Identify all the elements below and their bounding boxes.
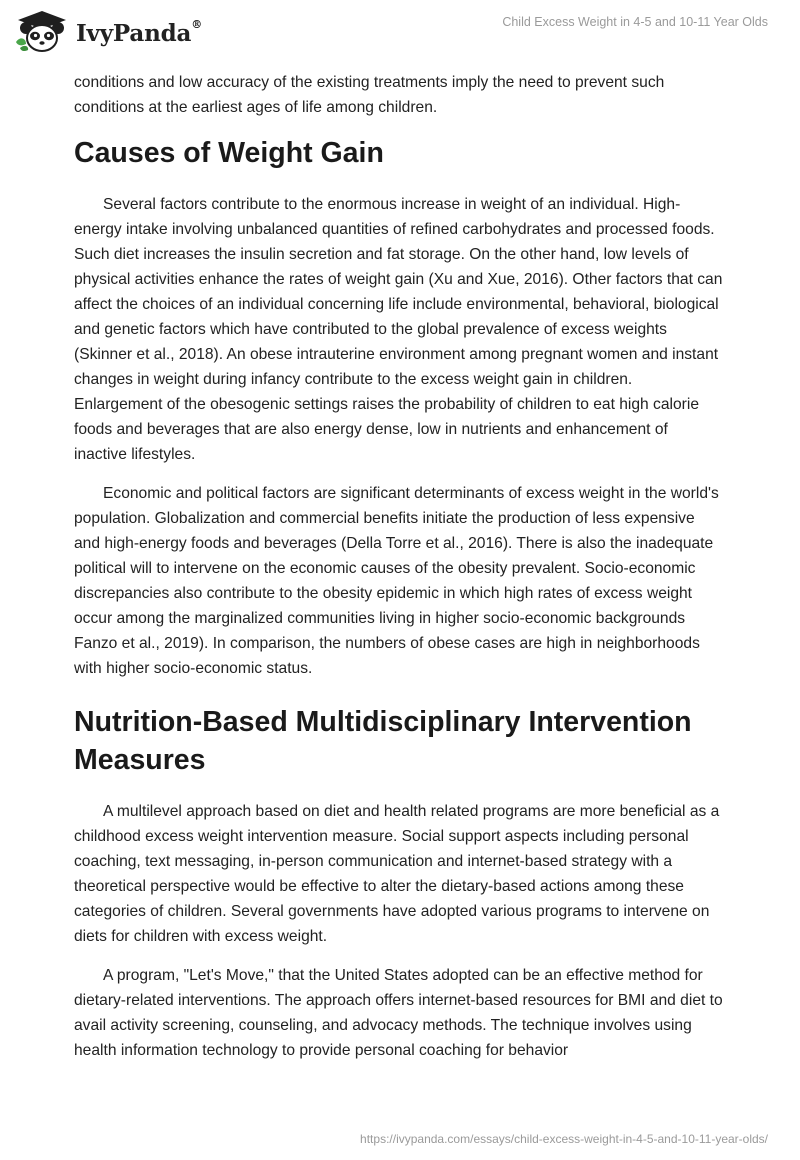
running-title: Child Excess Weight in 4-5 and 10-11 Year Olds	[502, 15, 768, 29]
paragraph: Economic and political factors are significant determinants of excess weight in the world's population. Globalization and commercial benefits initiate the production of less expensive and high-energy foods and beverages (Della Torre et al., 2016). There is also the inadequate political will to intervene on the economic causes of the obesity prevalent. Socio-economic discrepancies also contribute to the obesity epidemic in which high rates of excess weight occur among the marginalized communities living in higher socio-economic backgrounds Fanzo et al., 2019). In comparison, the numbers of obese cases are high in neighborhoods with higher socio-economic status.	[74, 485, 719, 677]
essay-content	[74, 70, 724, 1077]
section-heading-causes: Causes of Weight Gain	[74, 137, 384, 169]
logo-wordmark: IvyPanda®	[76, 18, 202, 47]
panda-icon	[14, 8, 70, 54]
paragraph: Several factors contribute to the enormous increase in weight of an individual. High-energy intake involving unbalanced quantities of refined carbohydrates and processed foods. Such diet increases the insulin secretion and fat storage. On the other hand, low levels of physical activities enhance the rates of weight gain (Xu and Xue, 2016). Other factors that can affect the choices of an individual concerning life include environmental, behavioral, biological and genetic factors which have contributed to the global prevalence of excess weights (Skinner et al., 2018). An obese intrauterine environment among pregnant women and instant changes in weight during infancy contribute to the excess weight gain in children. Enlargement of the obesogenic settings raises the probability of children to eat high calorie foods and beverages that are also energy dense, low in nutrients and enhancement of inactive lifestyles.	[74, 196, 723, 463]
ivypanda-logo[interactable]	[14, 8, 214, 58]
intro-paragraph: conditions and low accuracy of the existing treatments imply the need to prevent such conditions at the earliest ages of life among children.	[74, 74, 665, 116]
page-header	[0, 0, 800, 66]
paragraph: A multilevel approach based on diet and health related programs are more beneficial as a childhood excess weight intervention measure. Social support aspects including personal coaching, text messaging, in-person communication and internet-based strategy with a theoretical perspective would be effective to alter the dietary-based actions among these categories of children. Several governments have adopted various programs to intervene on diets for children with excess weight.	[74, 803, 720, 945]
footer-url[interactable]: https://ivypanda.com/essays/child-excess-weight-in-4-5-and-10-11-year-olds/	[360, 1132, 768, 1146]
paragraph: A program, "Let's Move," that the United States adopted can be an effective method for dietary-related interventions. The approach offers internet-based resources for BMI and diet to avail activity screening, counseling, and advocacy methods. The technique involves using health information technology to provide personal coaching for behavior	[74, 967, 723, 1059]
section-heading-interventions: Nutrition-Based Multidisciplinary Intervention Measures	[74, 706, 692, 776]
